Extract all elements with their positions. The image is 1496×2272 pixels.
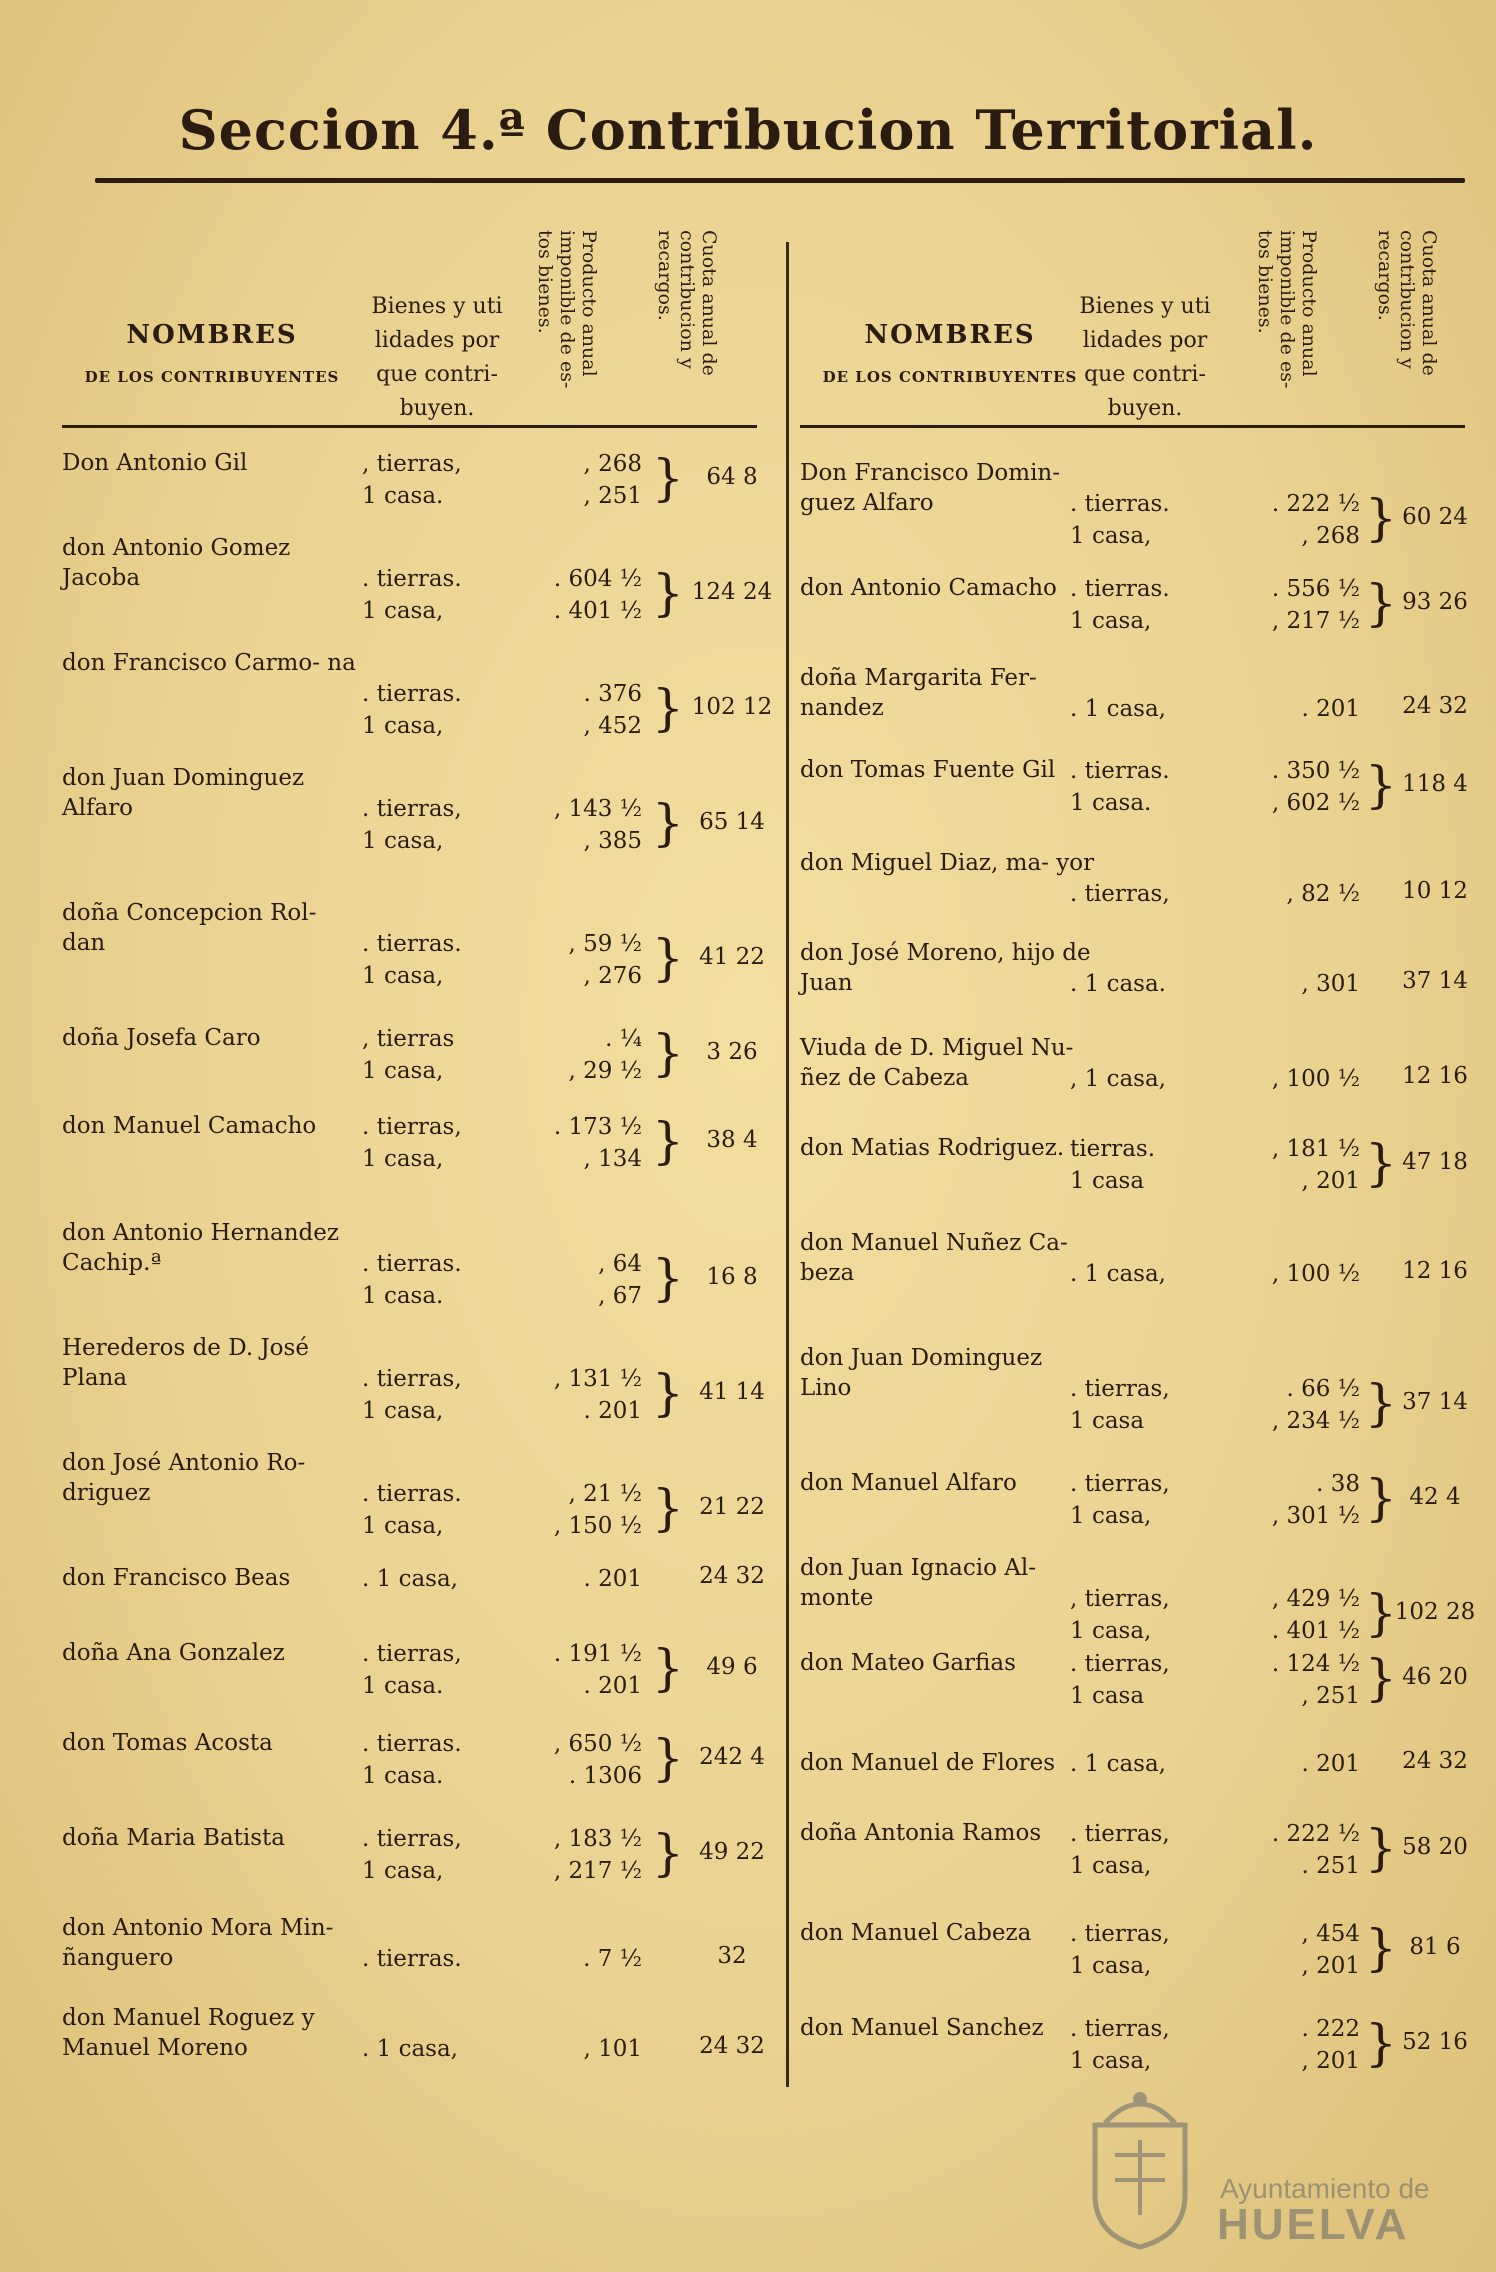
contributor-name: doña Margarita Fer- nandez	[800, 665, 1037, 721]
right-table	[800, 230, 1476, 2074]
cuota-cell: 24 32	[699, 2033, 765, 2059]
producto-cell: . 173 ½ , 134	[553, 1114, 642, 1172]
contributor-name: don Antonio Camacho	[800, 575, 1057, 601]
contributor-name: don Manuel Cabeza	[800, 1920, 1032, 1946]
header-cuota: Cuota anual de contribucion y recargos.	[1374, 230, 1440, 376]
producto-cell: . 604 ½ . 401 ½	[553, 566, 642, 624]
cuota-cell: 21 22	[699, 1494, 765, 1520]
brace-mark: }	[1365, 2014, 1397, 2072]
watermark-line2: HUELVA	[1217, 2200, 1410, 2249]
title-rule	[95, 178, 1465, 183]
brace-mark: }	[652, 564, 684, 622]
header-names-label: NOMBRES	[864, 320, 1036, 350]
contributor-name: don Miguel Diaz, ma- yor	[800, 850, 1095, 876]
bienes-cell: . tierras,	[1070, 881, 1170, 907]
producto-cell: . 376 , 452	[583, 681, 642, 739]
contributor-name: don Antonio Mora Min- ñanguero	[62, 1915, 334, 1971]
bienes-cell: . 1 casa,	[1070, 696, 1166, 722]
brace-mark: }	[652, 929, 684, 987]
producto-cell: . 222 ½ , 268	[1271, 491, 1360, 549]
contributor-name: doña Antonia Ramos	[800, 1820, 1042, 1846]
brace-mark: }	[1365, 1584, 1397, 1642]
brace-mark: }	[1365, 489, 1397, 547]
contributor-name: Viuda de D. Miguel Nu- ñez de Cabeza	[800, 1035, 1074, 1091]
contributor-name: don José Moreno, hijo de Juan	[800, 940, 1091, 996]
brace-mark: }	[652, 679, 684, 737]
bienes-cell: . tierras, 1 casa,	[362, 1826, 462, 1884]
contributor-name: don José Antonio Ro- driguez	[62, 1450, 306, 1506]
producto-cell: . ¼ , 29 ½	[568, 1026, 642, 1084]
header-names-sub: DE LOS CONTRIBUYENTES	[84, 368, 340, 386]
producto-cell: . 66 ½ , 234 ½	[1271, 1376, 1360, 1434]
bienes-cell: . 1 casa.	[1070, 971, 1166, 997]
bienes-cell: . tierras. 1 casa,	[1070, 491, 1170, 549]
cuota-cell: 81 6	[1409, 1934, 1461, 1960]
bienes-cell: , tierras 1 casa,	[362, 1026, 455, 1084]
bienes-cell: . 1 casa,	[362, 1566, 458, 1592]
bienes-cell: . tierras. 1 casa,	[362, 931, 462, 989]
contributor-name: don Juan Dominguez Alfaro	[62, 765, 305, 821]
bienes-cell: . tierras. 1 casa,	[1070, 576, 1170, 634]
bienes-cell: . 1 casa,	[362, 2036, 458, 2062]
contributor-name: don Francisco Beas	[62, 1565, 291, 1591]
header-bienes: Bienes y uti lidades por que contri- buyen.	[371, 294, 503, 421]
contributor-name: doña Maria Batista	[62, 1825, 286, 1851]
brace-mark: }	[1365, 1134, 1397, 1192]
cuota-cell: 52 16	[1402, 2029, 1468, 2055]
producto-cell: , 650 ½ . 1306	[553, 1731, 642, 1789]
contributor-name: Herederos de D. José Plana	[62, 1335, 309, 1391]
bienes-cell: . tierras. 1 casa,	[362, 566, 462, 624]
brace-mark: }	[652, 1639, 684, 1697]
cuota-cell: 32	[717, 1943, 747, 1969]
cuota-cell: 118 4	[1402, 771, 1468, 797]
brace-mark: }	[1365, 756, 1397, 814]
contributor-name: don Matias Rodriguez.	[800, 1135, 1065, 1161]
contributor-name: don Francisco Carmo- na	[62, 650, 356, 676]
producto-cell: . 350 ½ , 602 ½	[1271, 758, 1360, 816]
producto-cell: , 100 ½	[1271, 1261, 1360, 1287]
cuota-cell: 42 4	[1409, 1484, 1461, 1510]
header-names-sub: DE LOS CONTRIBUYENTES	[822, 368, 1078, 386]
header-cuota: Cuota anual de contribucion y recargos.	[654, 230, 720, 376]
bienes-cell: . tierras. 1 casa.	[1070, 758, 1170, 816]
producto-cell: , 268 , 251	[583, 451, 642, 509]
contributor-name: don Antonio Gomez Jacoba	[62, 535, 291, 591]
contributor-name: don Manuel Nuñez Ca- beza	[800, 1230, 1068, 1286]
producto-cell: . 222 , 201	[1301, 2016, 1360, 2074]
producto-cell: , 64 , 67	[598, 1251, 642, 1309]
bienes-cell: . tierras, 1 casa,	[1070, 2016, 1170, 2074]
producto-cell: . 201	[1301, 696, 1360, 722]
producto-cell: , 59 ½ , 276	[568, 931, 642, 989]
brace-mark: }	[1365, 1469, 1397, 1527]
cuota-cell: 102 28	[1394, 1599, 1476, 1625]
producto-cell: , 183 ½ , 217 ½	[553, 1826, 642, 1884]
brace-mark: }	[652, 1729, 684, 1787]
bienes-cell: , tierras, 1 casa,	[1070, 1586, 1170, 1644]
cuota-cell: 60 24	[1402, 504, 1468, 530]
brace-mark: }	[1365, 1819, 1397, 1877]
producto-cell: , 181 ½ , 201	[1271, 1136, 1360, 1194]
watermark-line1: Ayuntamiento de	[1220, 2173, 1430, 2204]
producto-cell: , 101	[583, 2036, 642, 2062]
bienes-cell: . tierras, 1 casa	[1070, 1651, 1170, 1709]
bienes-cell: . tierras, 1 casa,	[362, 796, 462, 854]
producto-cell: , 82 ½	[1286, 881, 1360, 907]
contributor-name: don Mateo Garfias	[800, 1650, 1016, 1676]
cuota-cell: 102 12	[691, 694, 773, 720]
cuota-cell: 49 6	[706, 1654, 758, 1680]
bienes-cell: . tierras, 1 casa	[1070, 1376, 1170, 1434]
cuota-cell: 41 14	[699, 1379, 765, 1405]
cuota-cell: 12 16	[1402, 1258, 1468, 1284]
cuota-cell: 3 26	[706, 1039, 758, 1065]
cuota-cell: 37 14	[1402, 1389, 1468, 1415]
page-title: Seccion 4.ª Contribucion Territorial.	[178, 98, 1318, 162]
contributor-name: don Manuel de Flores	[800, 1750, 1056, 1776]
contributor-name: doña Ana Gonzalez	[62, 1640, 285, 1666]
table-header	[62, 230, 757, 428]
bienes-cell: . 1 casa,	[1070, 1751, 1166, 1777]
bienes-cell: . 1 casa,	[1070, 1261, 1166, 1287]
bienes-cell: . tierras, 1 casa.	[362, 1641, 462, 1699]
brace-mark: }	[652, 1364, 684, 1422]
bienes-cell: . tierras. 1 casa.	[362, 1731, 462, 1789]
cuota-cell: 47 18	[1402, 1149, 1468, 1175]
header-bienes: Bienes y uti lidades por que contri- buyen.	[1079, 294, 1211, 421]
contributor-name: don Tomas Acosta	[62, 1730, 273, 1756]
producto-cell: . 222 ½ . 251	[1271, 1821, 1360, 1879]
bienes-cell: . tierras.	[362, 1946, 462, 1972]
brace-mark: }	[652, 794, 684, 852]
producto-cell: . 201	[583, 1566, 642, 1592]
brace-mark: }	[652, 1024, 684, 1082]
cuota-cell: 41 22	[699, 944, 765, 970]
producto-cell: . 201	[1301, 1751, 1360, 1777]
contributor-name: don Manuel Sanchez	[800, 2015, 1044, 2041]
bienes-cell: . tierras, 1 casa,	[362, 1114, 462, 1172]
header-names-label: NOMBRES	[126, 320, 298, 350]
table-header	[800, 230, 1465, 428]
producto-cell: , 100 ½	[1271, 1066, 1360, 1092]
brace-mark: }	[1365, 1649, 1397, 1707]
cuota-cell: 124 24	[691, 579, 773, 605]
contributor-name: don Antonio Hernandez Cachip.ª	[62, 1220, 339, 1276]
contributor-name: Don Antonio Gil	[62, 450, 248, 476]
producto-cell: . 124 ½ , 251	[1271, 1651, 1360, 1709]
producto-cell: , 131 ½ . 201	[553, 1366, 642, 1424]
cuota-cell: 12 16	[1402, 1063, 1468, 1089]
cuota-cell: 24 32	[1402, 693, 1468, 719]
producto-cell: . 7 ½	[583, 1946, 642, 1972]
cuota-cell: 38 4	[706, 1127, 758, 1153]
brace-mark: }	[652, 1112, 684, 1170]
producto-cell: , 301	[1301, 971, 1360, 997]
header-names	[62, 320, 362, 386]
contributor-name: don Manuel Alfaro	[800, 1470, 1017, 1496]
brace-mark: }	[652, 1824, 684, 1882]
bienes-cell: . tierras. 1 casa,	[362, 681, 462, 739]
coat-of-arms-icon	[1085, 2085, 1195, 2250]
cuota-cell: 46 20	[1402, 1664, 1468, 1690]
bienes-cell: . tierras, 1 casa,	[1070, 1921, 1170, 1979]
column-divider	[786, 242, 789, 2087]
bienes-cell: , tierras, 1 casa.	[362, 451, 462, 509]
contributor-name: don Juan Dominguez Lino	[800, 1345, 1043, 1401]
producto-cell: , 454 , 201	[1301, 1921, 1360, 1979]
cuota-cell: 24 32	[1402, 1748, 1468, 1774]
contributor-name: doña Josefa Caro	[62, 1025, 261, 1051]
contributor-name: don Manuel Roguez y Manuel Moreno	[62, 2005, 315, 2061]
header-producto: Producto anual imponible de es- tos bienes.	[534, 230, 600, 389]
brace-mark: }	[1365, 574, 1397, 632]
producto-cell: , 21 ½ , 150 ½	[553, 1481, 642, 1539]
producto-cell: . 38 , 301 ½	[1271, 1471, 1360, 1529]
cuota-cell: 58 20	[1402, 1834, 1468, 1860]
bienes-cell: , 1 casa,	[1070, 1066, 1166, 1092]
contributor-name: don Tomas Fuente Gil	[800, 757, 1056, 783]
contributor-name: Don Francisco Domin- guez Alfaro	[800, 460, 1061, 516]
producto-cell: , 429 ½ . 401 ½	[1271, 1586, 1360, 1644]
header-producto: Producto anual imponible de es- tos bienes.	[1254, 230, 1320, 389]
cuota-cell: 64 8	[706, 464, 758, 490]
brace-mark: }	[652, 1249, 684, 1307]
bienes-cell: . tierras, 1 casa,	[1070, 1821, 1170, 1879]
brace-mark: }	[652, 449, 684, 507]
brace-mark: }	[1365, 1919, 1397, 1977]
producto-cell: . 556 ½ , 217 ½	[1271, 576, 1360, 634]
cuota-cell: 242 4	[699, 1744, 765, 1770]
bienes-cell: . tierras, 1 casa,	[362, 1366, 462, 1424]
cuota-cell: 24 32	[699, 1563, 765, 1589]
bienes-cell: tierras. 1 casa	[1070, 1136, 1156, 1194]
contributor-name: don Manuel Camacho	[62, 1113, 317, 1139]
cuota-cell: 65 14	[699, 809, 765, 835]
bienes-cell: . tierras. 1 casa,	[362, 1481, 462, 1539]
contributor-name: don Juan Ignacio Al- monte	[800, 1555, 1037, 1611]
bienes-cell: . tierras, 1 casa,	[1070, 1471, 1170, 1529]
brace-mark: }	[652, 1479, 684, 1537]
cuota-cell: 10 12	[1402, 878, 1468, 904]
bienes-cell: . tierras. 1 casa.	[362, 1251, 462, 1309]
producto-cell: , 143 ½ , 385	[553, 796, 642, 854]
contributor-name: doña Concepcion Rol- dan	[62, 900, 317, 956]
cuota-cell: 37 14	[1402, 968, 1468, 994]
left-table	[62, 230, 773, 2062]
header-names	[800, 320, 1100, 386]
producto-cell: . 191 ½ . 201	[553, 1641, 642, 1699]
brace-mark: }	[1365, 1374, 1397, 1432]
cuota-cell: 16 8	[706, 1264, 758, 1290]
cuota-cell: 49 22	[699, 1839, 765, 1865]
cuota-cell: 93 26	[1402, 589, 1468, 615]
watermark-logo	[1085, 2085, 1465, 2255]
